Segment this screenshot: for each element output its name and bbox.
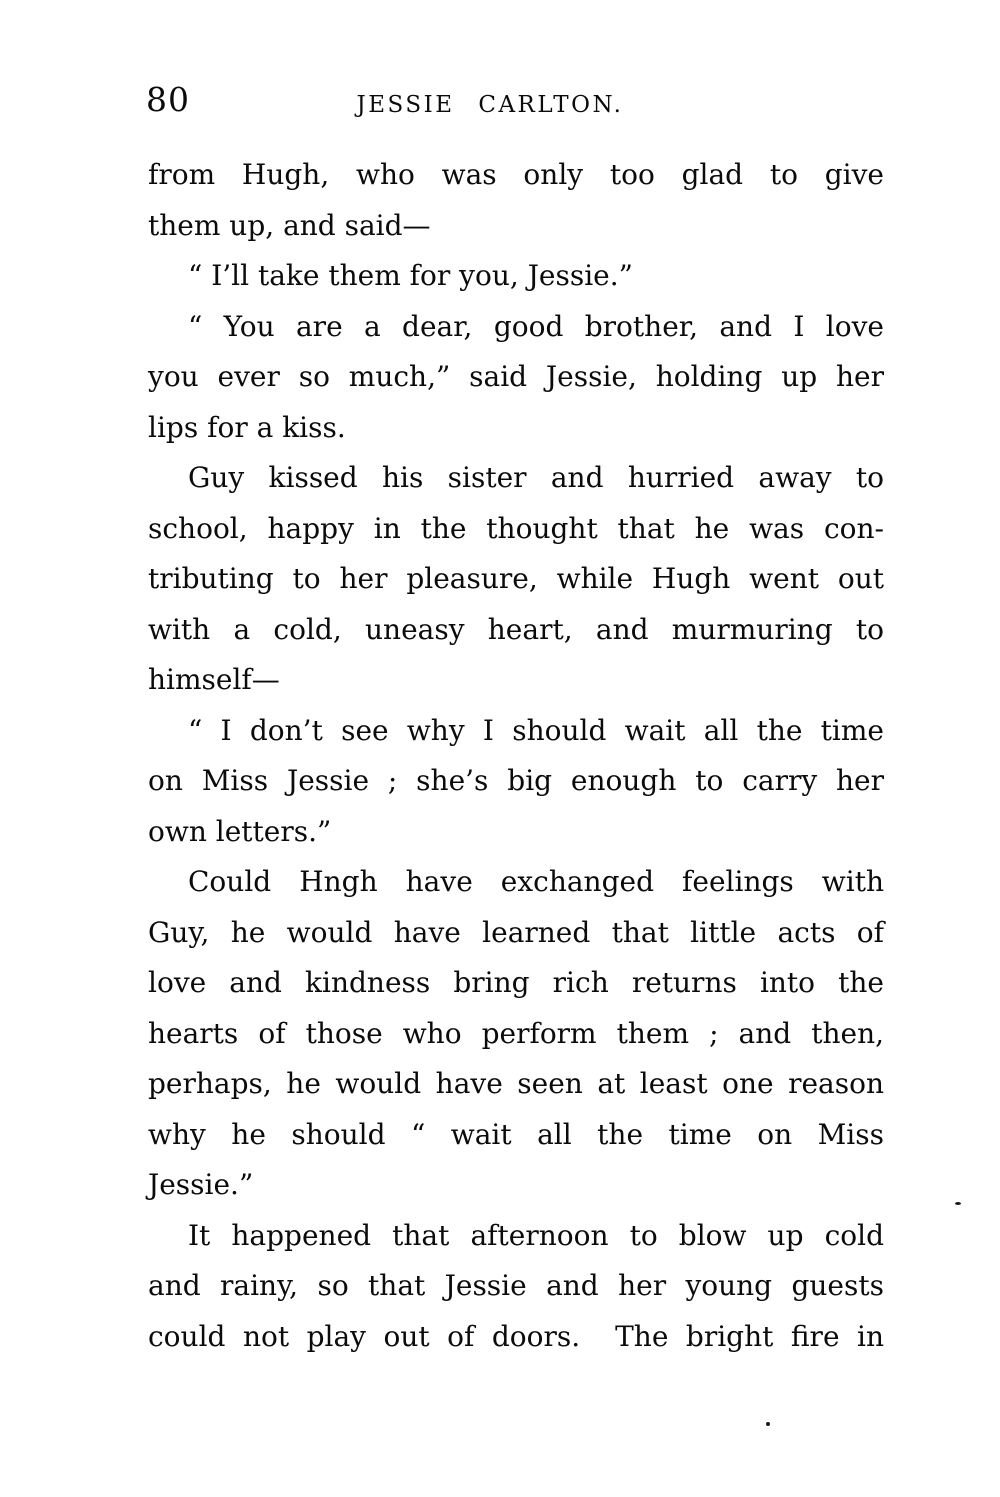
text-line: from Hugh, who was only too glad to give <box>148 158 884 191</box>
paragraph <box>148 251 884 302</box>
text-line: himself— <box>148 663 280 696</box>
text-line: could not play out of doors. The bright fire in <box>148 1319 884 1353</box>
text-line: Guy kissed his sister and hurried away to <box>188 461 884 494</box>
text-line: hearts of those who perform them ; and then, <box>148 1016 884 1050</box>
text-line: Guy, he would have learned that little acts of <box>148 915 884 949</box>
text-line: Could Hngh have exchanged feelings with <box>188 865 884 898</box>
text-line: on Miss Jessie ; she’s big enough to carry her <box>148 764 884 797</box>
text-line: “ I’ll take them for you, Jessie.” <box>188 259 633 292</box>
text-line: with a cold, uneasy heart, and murmuring to <box>148 612 884 646</box>
page-body <box>148 150 884 1362</box>
text-line: It happened that afternoon to blow up cold <box>188 1218 884 1252</box>
text-line: them up, and said— <box>148 208 431 242</box>
scan-artifact <box>955 1202 961 1205</box>
page-number: 80 <box>146 80 190 119</box>
paragraphs <box>148 150 884 1362</box>
text-line: “ You are a dear, good brother, and I love <box>188 309 884 343</box>
text-line: tributing to her pleasure, while Hugh went out <box>148 562 884 595</box>
text-line: and rainy, so that Jessie and her young guests <box>148 1269 884 1302</box>
paragraph <box>148 857 884 1211</box>
text-line: you ever so much,” said Jessie, holding up her <box>148 360 884 393</box>
text-line: school, happy in the thought that he was con- <box>148 511 884 545</box>
paragraph <box>148 1211 884 1363</box>
text-line: Jessie.” <box>148 1168 254 1201</box>
text-line: own letters.” <box>148 814 332 848</box>
text-line: perhaps, he would have seen at least one reason <box>148 1067 884 1100</box>
paragraph <box>148 453 884 706</box>
text-line: love and kindness bring rich returns into the <box>148 966 884 999</box>
text-line: lips for a kiss. <box>148 410 346 444</box>
text-line: “ I don’t see why I should wait all the time <box>188 713 884 747</box>
paragraph <box>148 150 884 251</box>
paragraph <box>148 302 884 454</box>
paragraph <box>148 706 884 858</box>
scan-artifact <box>766 1422 770 1426</box>
running-header: JESSIE CARLTON. <box>356 92 624 118</box>
text-line: why he should “ wait all the time on Miss <box>148 1117 884 1151</box>
